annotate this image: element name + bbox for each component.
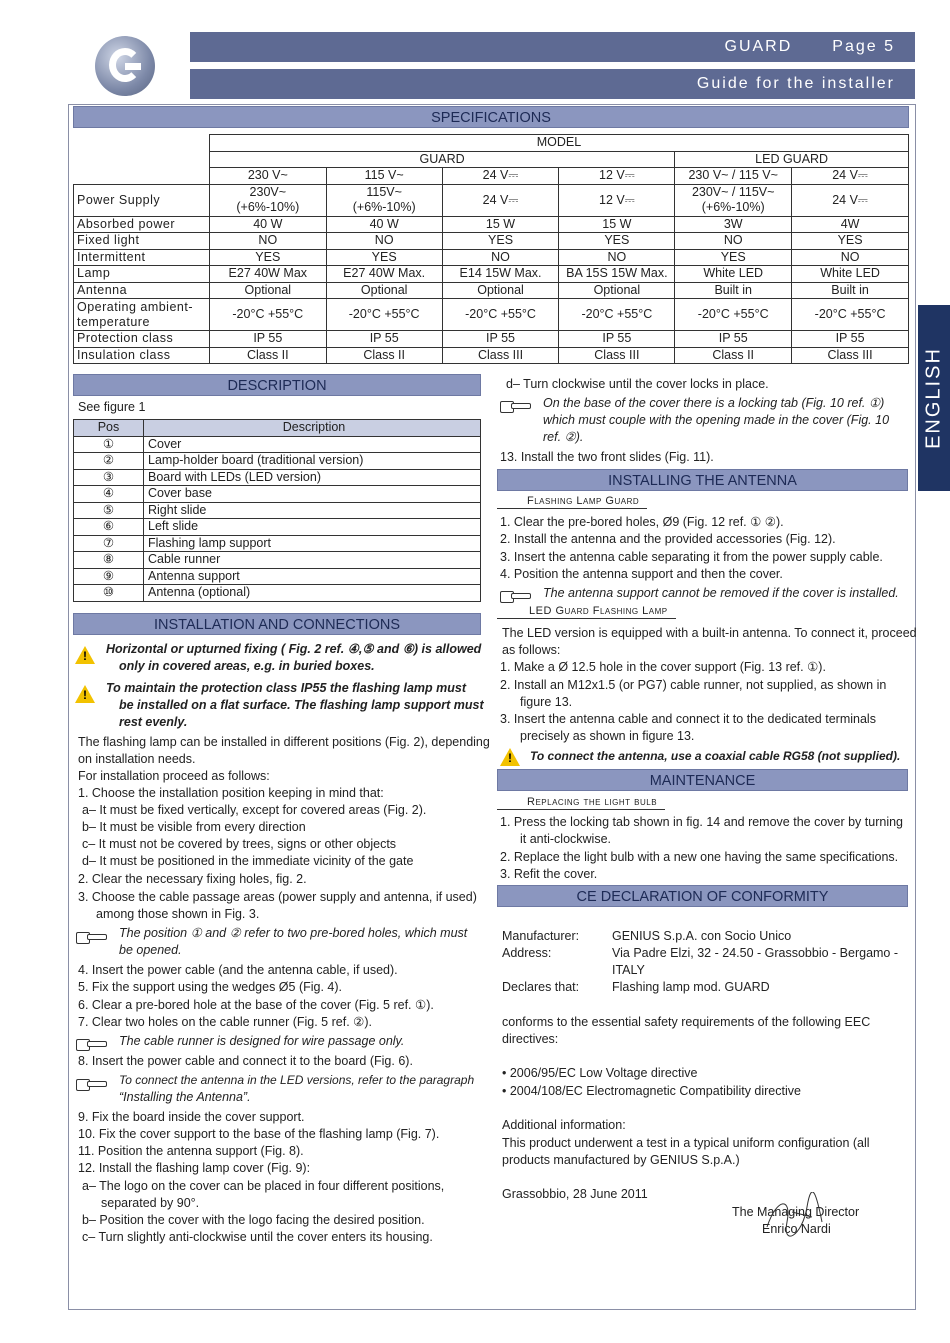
table-cell: White LED (675, 266, 792, 283)
body-text: directives: (502, 1032, 559, 1046)
warning-text: only in covered areas, e.g. in buried boxes. (119, 659, 375, 673)
warning-text: To connect the antenna, use a coaxial cable RG58 (not supplied). (530, 749, 901, 763)
table-row (74, 519, 481, 536)
row-label: Lamp (74, 266, 210, 283)
warning-text: Horizontal or upturned fixing ( Fig. 2 ref. ④,⑤ and ⑥) is allowed (106, 642, 482, 656)
step: 11. Position the antenna support (Fig. 8). (78, 1144, 304, 1158)
step: b– It must be visible from every direction (82, 820, 306, 834)
voltage-header: 115 V~ (326, 168, 442, 185)
pos-description: Lamp-holder board (traditional version) (144, 453, 481, 470)
pos-number: ⑨ (74, 568, 144, 585)
step: 4. Insert the power cable (and the antenna cable, if used). (78, 963, 398, 977)
table-row (74, 502, 481, 519)
table-cell: -20°C +55°C (442, 299, 559, 331)
table-cell: Optional (559, 282, 675, 299)
note-hand-icon (76, 1077, 106, 1091)
page-number: Page 5 (832, 38, 895, 55)
address-value: ITALY (612, 963, 645, 977)
table-cell: Built in (675, 282, 792, 299)
body-text: Additional information: (502, 1118, 626, 1132)
step: 4. Position the antenna support and then the cover. (500, 567, 783, 581)
step: 3. Choose the cable passage areas (power supply and antenna, if used) (78, 890, 477, 904)
guard-header: GUARD (209, 151, 674, 168)
table-cell: Optional (442, 282, 559, 299)
table-row (74, 331, 909, 348)
step: 2. Clear the necessary fixing holes, fig. 2. (78, 872, 307, 886)
pos-number: ④ (74, 486, 144, 503)
step: b– Position the cover with the logo facing the desired position. (82, 1213, 425, 1227)
table-cell: YES (792, 233, 909, 250)
table-row (74, 535, 481, 552)
table-row (74, 184, 909, 216)
step: 7. Clear two holes on the cable runner (Fig. 5 ref. ②). (78, 1015, 372, 1029)
table-cell: YES (675, 249, 792, 266)
step: d– It must be positioned in the immediate vicinity of the gate (82, 854, 414, 868)
note-text: To connect the antenna in the LED versions, refer to the paragraph (119, 1073, 475, 1087)
body-text: on installation needs. (78, 752, 196, 766)
warning-text: rest evenly. (119, 715, 188, 729)
table-cell: Optional (326, 282, 442, 299)
step: 6. Clear a pre-bored hole at the base of the cover (Fig. 5 ref. ①). (78, 998, 434, 1012)
description-title: DESCRIPTION (73, 374, 481, 396)
body-text: This product underwent a test in a typical uniform configuration (all (502, 1136, 870, 1150)
antenna-title: INSTALLING THE ANTENNA (497, 469, 908, 491)
table-cell: 24 V⎓ (792, 184, 909, 216)
header-bar (190, 32, 915, 62)
step: 13. Install the two front slides (Fig. 11). (500, 450, 714, 464)
model-header: MODEL (209, 135, 908, 152)
warning-icon (75, 685, 95, 703)
table-cell: 15 W (559, 216, 675, 233)
table-cell: NO (675, 233, 792, 250)
pos-number: ⑤ (74, 502, 144, 519)
subheading: Replacing the light bulb (497, 796, 665, 810)
table-cell: NO (442, 249, 559, 266)
table-row (74, 453, 481, 470)
declares-label: Declares that: (502, 980, 580, 994)
product-name: GUARD (724, 38, 793, 55)
step: c– It must not be covered by trees, signs or other objects (82, 837, 397, 851)
table-cell: E27 40W Max (209, 266, 326, 283)
body-text: conforms to the essential safety requirements of the following EEC (502, 1015, 871, 1029)
warning-text: To maintain the protection class IP55 the flashing lamp must (106, 681, 467, 695)
pos-number: ⑧ (74, 552, 144, 569)
table-row (74, 568, 481, 585)
note-text: The cable runner is designed for wire passage only. (119, 1034, 405, 1048)
note-text: The antenna support cannot be removed if the cover is installed. (543, 586, 899, 600)
pos-number: ① (74, 436, 144, 453)
step: c– Turn slightly anti-clockwise until the cover enters its housing. (82, 1230, 433, 1244)
warning-icon (75, 646, 95, 664)
table-cell: E27 40W Max. (326, 266, 442, 283)
row-label: Fixed light (74, 233, 210, 250)
row-label: Intermittent (74, 249, 210, 266)
row-label: Insulation class (74, 347, 210, 364)
table-cell: 4W (792, 216, 909, 233)
pos-number: ② (74, 453, 144, 470)
installation-title: INSTALLATION AND CONNECTIONS (73, 613, 481, 635)
led-guard-header: LED GUARD (675, 151, 909, 168)
subheading: Flashing Lamp Guard (497, 495, 647, 509)
note-text: which must couple with the opening made in the cover (Fig. 10 (543, 413, 890, 427)
pos-number: ⑩ (74, 585, 144, 602)
step: a– The logo on the cover can be placed in four different positions, (82, 1179, 445, 1193)
manufacturer-label: Manufacturer: (502, 929, 580, 943)
table-cell: Class III (559, 347, 675, 364)
table-cell: YES (442, 233, 559, 250)
step: precisely as shown in figure 13. (520, 729, 695, 743)
step: 3. Refit the cover. (500, 867, 598, 881)
table-cell: 15 W (442, 216, 559, 233)
step: it anti-clockwise. (520, 832, 611, 846)
specifications-title: SPECIFICATIONS (73, 106, 909, 128)
table-cell: -20°C +55°C (559, 299, 675, 331)
body-text: as follows: (502, 643, 561, 657)
table-cell: 12 V⎓ (559, 184, 675, 216)
table-cell: IP 55 (559, 331, 675, 348)
step: 10. Fix the cover support to the base of the flashing lamp (Fig. 7). (78, 1127, 440, 1141)
table-row (74, 249, 909, 266)
step: 2. Install the antenna and the provided accessories (Fig. 12). (500, 532, 836, 546)
table-cell: White LED (792, 266, 909, 283)
step: 5. Fix the support using the wedges Ø5 (Fig. 4). (78, 980, 343, 994)
description-table (73, 419, 481, 602)
table-cell: Class II (675, 347, 792, 364)
voltage-header: 230 V~ (209, 168, 326, 185)
table-cell: E14 15W Max. (442, 266, 559, 283)
step: 3. Insert the antenna cable and connect it to the dedicated terminals (500, 712, 876, 726)
table-row (74, 216, 909, 233)
table-cell: IP 55 (209, 331, 326, 348)
pos-description: Flashing lamp support (144, 535, 481, 552)
step: a– It must be fixed vertically, except for covered areas (Fig. 2). (82, 803, 427, 817)
table-cell: NO (559, 249, 675, 266)
pos-description: Cable runner (144, 552, 481, 569)
table-cell: 115V~ (+6%-10%) (326, 184, 442, 216)
note-hand-icon (76, 930, 106, 944)
declares-value: Flashing lamp mod. GUARD (612, 980, 770, 994)
pos-description: Left slide (144, 519, 481, 536)
voltage-header: 230 V~ / 115 V~ (675, 168, 792, 185)
maintenance-title: MAINTENANCE (497, 769, 908, 791)
table-cell: IP 55 (442, 331, 559, 348)
step: separated by 90°. (101, 1196, 200, 1210)
pos-description: Antenna (optional) (144, 585, 481, 602)
table-row (74, 436, 481, 453)
body-text: The flashing lamp can be installed in different positions (Fig. 2), depending (78, 735, 490, 749)
row-label: Antenna (74, 282, 210, 299)
address-label: Address: (502, 946, 552, 960)
pos-description: Board with LEDs (LED version) (144, 469, 481, 486)
note-text: On the base of the cover there is a locking tab (Fig. 10 ref. ①) (543, 396, 885, 410)
table-cell: Optional (209, 282, 326, 299)
col-description: Description (144, 420, 481, 437)
table-cell: Class III (792, 347, 909, 364)
table-cell: IP 55 (792, 331, 909, 348)
step: among those shown in Fig. 3. (96, 907, 260, 921)
header-subtitle: Guide for the installer (190, 69, 915, 99)
row-label: Absorbed power (74, 216, 210, 233)
see-figure: See figure 1 (78, 400, 146, 414)
voltage-header: 24 V⎓ (792, 168, 909, 185)
table-row (74, 282, 909, 299)
table-cell: YES (209, 249, 326, 266)
step: 2. Install an M12x1.5 (or PG7) cable runner, not supplied, as shown in (500, 678, 887, 692)
language-tab: ENGLISH (918, 305, 950, 491)
row-label: Protection class (74, 331, 210, 348)
directive: • 2006/95/EC Low Voltage directive (502, 1066, 698, 1080)
table-row (74, 299, 909, 331)
pos-number: ⑦ (74, 535, 144, 552)
step: 1. Choose the installation position keeping in mind that: (78, 786, 384, 800)
table-cell: -20°C +55°C (209, 299, 326, 331)
step: 8. Insert the power cable and connect it to the board (Fig. 6). (78, 1054, 413, 1068)
table-row (74, 347, 909, 364)
pos-number: ⑥ (74, 519, 144, 536)
pos-number: ③ (74, 469, 144, 486)
pos-description: Right slide (144, 502, 481, 519)
table-cell: IP 55 (675, 331, 792, 348)
table-cell: YES (559, 233, 675, 250)
note-hand-icon (500, 399, 530, 413)
pos-description: Antenna support (144, 568, 481, 585)
table-cell: -20°C +55°C (326, 299, 442, 331)
signature (762, 1192, 832, 1242)
step: 3. Insert the antenna cable separating it from the power supply cable. (500, 550, 883, 564)
col-pos: Pos (74, 420, 144, 437)
signatory-role: The Managing Director (732, 1205, 860, 1219)
subheading: LED Guard Flashing Lamp (497, 605, 676, 619)
signatory-name: Enrico Nardi (762, 1222, 831, 1236)
table-row (74, 552, 481, 569)
ce-title: CE DECLARATION OF CONFORMITY (497, 885, 908, 907)
table-cell: NO (326, 233, 442, 250)
specifications-table (73, 134, 909, 364)
table-cell: Class III (442, 347, 559, 364)
note-text: ref. ②). (543, 430, 584, 444)
table-cell: BA 15S 15W Max. (559, 266, 675, 283)
table-cell: 3W (675, 216, 792, 233)
table-row (74, 266, 909, 283)
table-cell: YES (326, 249, 442, 266)
table-cell: -20°C +55°C (792, 299, 909, 331)
voltage-header: 12 V⎓ (559, 168, 675, 185)
pos-description: Cover (144, 436, 481, 453)
row-label: Operating ambient- temperature (74, 299, 210, 331)
step: d– Turn clockwise until the cover locks in place. (506, 377, 769, 391)
step: 12. Install the flashing lamp cover (Fig. 9): (78, 1161, 311, 1175)
table-cell: Class II (209, 347, 326, 364)
row-label: Power Supply (74, 184, 210, 216)
table-cell: Class II (326, 347, 442, 364)
table-cell: 40 W (209, 216, 326, 233)
note-hand-icon (500, 589, 530, 603)
table-cell: 40 W (326, 216, 442, 233)
warning-text: be installed on a flat surface. The flashing lamp support must (119, 698, 484, 712)
table-cell: 230V~ / 115V~ (+6%-10%) (675, 184, 792, 216)
body-text: products manufactured by GENIUS S.p.A.) (502, 1153, 740, 1167)
note-hand-icon (76, 1037, 106, 1051)
table-cell: NO (792, 249, 909, 266)
directive: • 2004/108/EC Electromagnetic Compatibility directive (502, 1084, 801, 1098)
table-cell: IP 55 (326, 331, 442, 348)
table-cell: NO (209, 233, 326, 250)
note-text: be opened. (119, 943, 182, 957)
place-date: Grassobbio, 28 June 2011 (502, 1187, 648, 1201)
table-cell: -20°C +55°C (675, 299, 792, 331)
table-cell: 230V~ (+6%-10%) (209, 184, 326, 216)
note-text: “Installing the Antenna”. (119, 1090, 251, 1104)
body-text: For installation proceed as follows: (78, 769, 270, 783)
table-row (74, 585, 481, 602)
address-value: Via Padre Elzi, 32 - 24.50 - Grassobbio - Bergamo - (612, 946, 899, 960)
pos-description: Cover base (144, 486, 481, 503)
step: 1. Make a Ø 12.5 hole in the cover support (Fig. 13 ref. ①). (500, 660, 826, 674)
step: 1. Press the locking tab shown in fig. 14 and remove the cover by turning (500, 815, 904, 829)
voltage-header: 24 V⎓ (442, 168, 559, 185)
table-cell: Built in (792, 282, 909, 299)
warning-icon (500, 748, 520, 766)
table-row (74, 233, 909, 250)
body-text: The LED version is equipped with a built-in antenna. To connect it, proceed (502, 626, 917, 640)
step: 9. Fix the board inside the cover support. (78, 1110, 305, 1124)
table-row (74, 486, 481, 503)
step: 2. Replace the light bulb with a new one having the same specifications. (500, 850, 899, 864)
table-row (74, 469, 481, 486)
genius-logo (95, 36, 155, 96)
manufacturer-value: GENIUS S.p.A. con Socio Unico (612, 929, 792, 943)
step: figure 13. (520, 695, 573, 709)
table-cell: 24 V⎓ (442, 184, 559, 216)
step: 1. Clear the pre-bored holes, Ø9 (Fig. 12 ref. ① ②). (500, 515, 784, 529)
note-text: The position ① and ② refer to two pre-bored holes, which must (119, 926, 468, 940)
